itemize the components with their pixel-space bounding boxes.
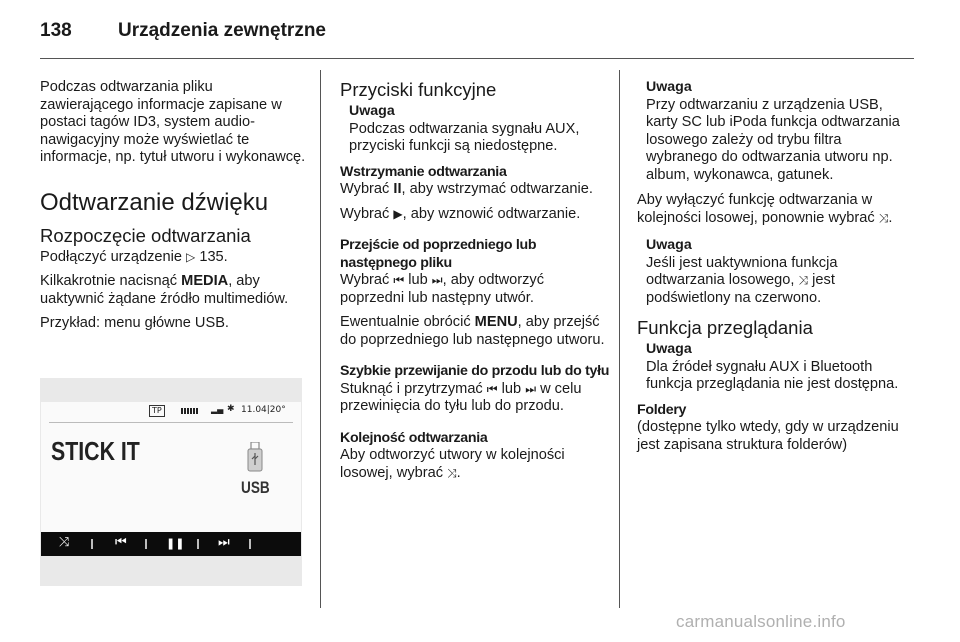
shuffle-off-paragraph — [637, 192, 909, 227]
heading-play-order: Kolejność odtwarzania — [340, 429, 488, 446]
pause-paragraph — [340, 181, 610, 199]
previous-icon: ⏮ — [393, 273, 405, 287]
control-bar — [41, 532, 301, 556]
section-heading-buttons: Przyciski funkcyjne — [340, 79, 497, 100]
connect-paragraph — [40, 249, 310, 267]
shuffle-icon[interactable]: ⤨ — [59, 535, 70, 550]
page-number: 138 — [40, 20, 72, 41]
resume-text-post: , aby wznowić odtwarzanie. — [402, 205, 581, 222]
note-title: Uwaga — [646, 341, 692, 357]
fast-forward-paragraph — [340, 381, 610, 416]
source-label: USB — [241, 478, 270, 497]
page-header — [0, 0, 960, 58]
pause-text-pre: Wybrać — [340, 181, 394, 197]
pause-symbol: II — [393, 181, 402, 197]
pn-text-post: , aby odtworzyć poprzedni lub następny utwór. — [340, 272, 544, 306]
note-text: Podczas odtwarzania sygnału AUX, przyciski funkcji są niedostępne. — [349, 120, 580, 154]
watermark: carmanualsonline.info — [676, 612, 846, 631]
page-title: Urządzenia zewnętrzne — [118, 20, 326, 41]
left-column — [40, 79, 310, 340]
status-bar — [41, 402, 301, 422]
resume-text-pre: Wybrać — [340, 205, 394, 222]
resume-paragraph — [340, 206, 610, 224]
shuffle-icon: ⤨ — [798, 273, 809, 287]
play-order-paragraph — [340, 447, 610, 482]
note-title: Uwaga — [646, 237, 692, 253]
forward-icon: ⏭ — [525, 381, 537, 396]
menu-key: MENU — [474, 314, 518, 330]
header-rule — [40, 58, 914, 59]
right-column — [637, 79, 909, 461]
heading-folders: Foldery — [637, 401, 687, 418]
usb-main-menu-screenshot — [40, 378, 302, 586]
shuffle-off-text: Aby wyłączyć funkcję odtwarzania w kolejności losowej, ponownie wybrać — [637, 192, 879, 226]
heading-fast-forward: Szybkie przewijanie do przodu lub do tyłu — [340, 363, 610, 379]
media-text-post: , aby uaktywnić żądane źródło multimediów. — [40, 273, 289, 307]
section-heading-browse: Funkcja przeglądania — [637, 317, 813, 338]
status-divider — [49, 422, 293, 423]
connect-text: Podłączyć urządzenie — [40, 248, 187, 265]
control-separator — [197, 539, 199, 549]
heading-pause: Wstrzymanie odtwarzania — [340, 163, 507, 180]
middle-column — [340, 79, 610, 489]
shuffle-icon: ⤨ — [447, 465, 457, 480]
note-random-mode — [637, 79, 909, 184]
note-browse — [637, 341, 909, 394]
note-text: Dla źródeł sygnału AUX i Bluetooth funkcja przeglądania nie jest dostępna. — [646, 358, 899, 392]
ff-text-pre: Stuknąć i przytrzymać — [340, 380, 487, 397]
media-key: MEDIA — [181, 273, 229, 289]
media-text-pre: Kilkakrotnie nacisnąć — [40, 273, 182, 289]
media-title: STICK IT — [51, 436, 140, 466]
heading-prev-next: Przejście od poprzedniego lub następnego pliku — [340, 237, 537, 271]
shuffle-icon: ⤨ — [878, 210, 889, 225]
media-paragraph — [40, 273, 310, 308]
note-title: Uwaga — [349, 103, 395, 119]
note-text — [646, 255, 909, 308]
shuffle-off-end: . — [888, 209, 893, 226]
menu-text-post: , aby przejść do poprzedniego lub następnego utworu. — [340, 314, 605, 348]
note-title: Uwaga — [646, 79, 692, 95]
display-panel — [41, 402, 301, 556]
example-paragraph: Przykład: menu główne USB. — [40, 315, 229, 331]
rewind-icon: ⏮ — [486, 381, 498, 396]
ff-text-post: w celu przewinięcia do tyłu lub do przodu. — [340, 380, 582, 414]
prev-next-paragraph — [340, 272, 610, 307]
note3-text-post: jest podświetlony na czerwono. — [646, 272, 835, 306]
control-separator — [145, 539, 147, 549]
pause-icon[interactable]: ❚❚ — [166, 537, 185, 550]
column-divider-1 — [320, 70, 321, 608]
tp-indicator: TP — [149, 405, 165, 417]
order-text-post: . — [456, 464, 461, 481]
menu-text-pre: Ewentualnie obrócić — [340, 314, 475, 330]
pause-text-post: , aby wstrzymać odtwarzanie. — [401, 181, 593, 197]
page-ref-icon: ▷ — [186, 249, 196, 264]
next-track-icon[interactable]: ⏭ — [218, 535, 230, 550]
menu-paragraph — [340, 314, 610, 349]
section-heading: Odtwarzanie dźwięku — [40, 188, 269, 216]
ff-text-mid: lub — [497, 380, 526, 397]
note-shuffle-highlight — [637, 237, 909, 307]
note-text: Przy odtwarzaniu z urządzenia USB, karty SC lub iPoda funkcja odtwarzania losowego zależy od trybu filtra wybranego do odtwarzania utworu np. album, wykonawca, gatunek. — [646, 96, 900, 183]
note-aux — [340, 103, 610, 156]
next-icon: ⏭ — [431, 273, 443, 287]
pn-text-pre: Wybrać — [340, 272, 394, 288]
subsection-heading: Rozpoczęcie odtwarzania — [40, 224, 251, 246]
intro-paragraph: Podczas odtwarzania pliku zawierającego informacje zapisane w postaci tagów ID3, system audio-nawigacyjny może wyświetlać te informacje, np. tytuł utworu i wykonawcę. — [40, 79, 306, 165]
control-separator — [249, 539, 251, 549]
battery-icon — [181, 408, 199, 414]
order-text-pre: Aby odtworzyć utwory w kolejności losowej, wybrać — [340, 447, 565, 481]
clock-display: 11.04|20° — [241, 405, 286, 415]
usb-stick-icon — [247, 442, 263, 472]
pn-text-mid: lub — [404, 272, 432, 288]
control-separator — [91, 539, 93, 549]
play-icon: ▶ — [393, 206, 403, 221]
folders-paragraph: (dostępne tylko wtedy, gdy w urządzeniu jest zapisana struktura folderów) — [637, 419, 899, 453]
column-divider-2 — [619, 70, 620, 608]
signal-icon: ▂▄ — [211, 405, 224, 414]
note3-text-pre: Jeśli jest uaktywniona funkcja odtwarzania losowego, — [646, 254, 838, 288]
page-ref-link[interactable]: 135. — [199, 248, 228, 265]
previous-track-icon[interactable]: ⏮ — [115, 535, 127, 550]
bluetooth-icon: ✱ — [227, 404, 235, 414]
